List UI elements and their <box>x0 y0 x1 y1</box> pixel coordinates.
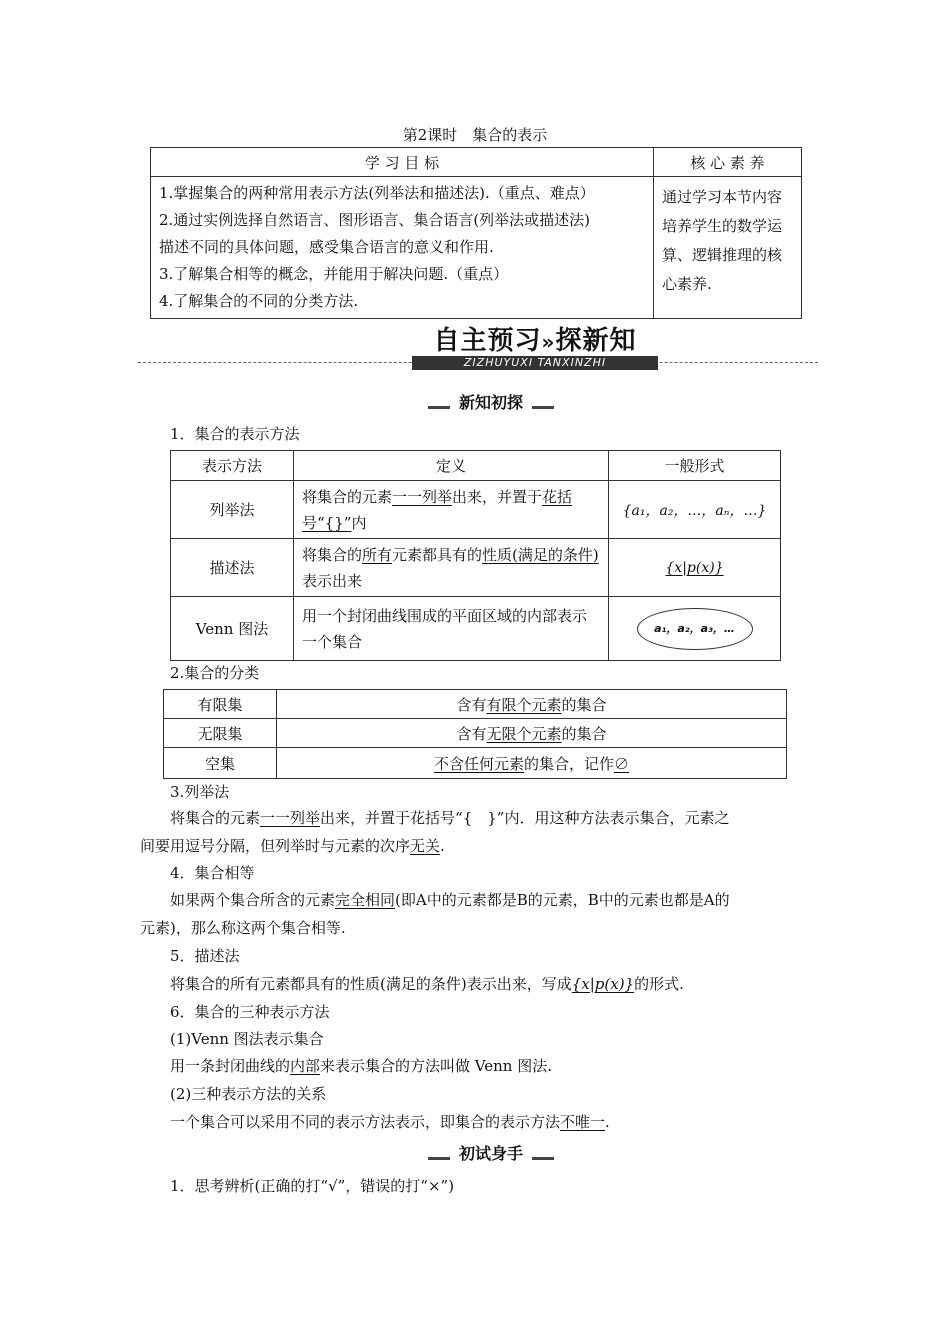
def-underline: 一一列举 <box>392 487 453 506</box>
def-underline: 花括号“{}” <box>302 487 573 532</box>
methods-header: 一般形式 <box>609 451 781 481</box>
para-text: 间要用逗号分隔，但列举时与元素的次序 <box>140 837 411 855</box>
para-underline: 内部 <box>290 1057 321 1075</box>
venn-ellipse <box>637 608 753 650</box>
heading-2: 2.集合的分类 <box>170 664 260 682</box>
table-row <box>171 481 781 539</box>
method-name: 列举法 <box>171 481 294 539</box>
question-1: 1．思考辨析(正确的打“√”，错误的打“×”) <box>170 1177 455 1195</box>
form-underline: {x|p(x)} <box>665 559 724 576</box>
methods-header: 表示方法 <box>171 451 294 481</box>
objectives-table <box>150 147 802 319</box>
para-underline: 一一列举 <box>260 809 321 827</box>
section-try-text: 初试身手 <box>450 1144 532 1164</box>
banner-title-a: 自主预习 <box>433 326 542 356</box>
para-text: 将集合的元素 <box>170 809 261 827</box>
para-underline: {x|p(x)} <box>571 975 635 993</box>
banner-title-b: 探新知 <box>555 326 637 356</box>
table-row <box>164 748 787 779</box>
para-text: . <box>605 1113 610 1131</box>
para-text: 来表示集合的方法叫做 Venn 图法. <box>320 1057 552 1075</box>
s5-title: 5．描述法 <box>170 947 240 965</box>
class-underline: 无限个元素 <box>486 724 562 743</box>
section-new-text: 新知初探 <box>450 393 532 413</box>
method-form: {a₁，a₂，…，aₙ，…} <box>609 481 781 539</box>
table-row <box>171 539 781 597</box>
def-text: 内 <box>351 513 367 532</box>
def-text: 将集合的 <box>302 545 363 564</box>
para-text: 的形式. <box>634 975 684 993</box>
class-name: 空集 <box>164 748 277 779</box>
class-text: 的集合，记作 <box>523 754 614 773</box>
def-text: 元素都具有的 <box>392 545 483 564</box>
goal-line: 3.了解集合相等的概念，并能用于解决问题.（重点） <box>159 265 509 283</box>
method-definition: 用一个封闭曲线围成的平面区域的内部表示一个集合 <box>294 597 609 661</box>
methods-table <box>170 450 781 661</box>
class-underline: ∅ <box>614 754 630 773</box>
s4-para-line <box>170 888 830 912</box>
s4-title: 4．集合相等 <box>170 864 255 882</box>
section-new-label <box>428 393 554 415</box>
para-text: 如果两个集合所含的元素 <box>170 891 336 909</box>
para-text: . <box>440 837 445 855</box>
table-row <box>164 690 787 719</box>
def-text: 出来，并置于 <box>452 487 543 506</box>
lesson-title: 第2课时 集合的表示 <box>402 126 548 144</box>
class-desc <box>277 719 787 748</box>
s3-para-line <box>140 834 820 858</box>
heading-1: 1．集合的表示方法 <box>170 425 300 443</box>
class-text: 的集合 <box>561 695 607 714</box>
s6-line1 <box>170 1054 850 1078</box>
banner-pinyin: ZIZHUYUXI TANXINZHI <box>412 356 658 370</box>
objectives-goals <box>151 177 654 319</box>
para-underline: 完全相同 <box>335 891 396 909</box>
s6-sub2: (2)三种表示方法的关系 <box>170 1085 327 1103</box>
table-row <box>171 597 781 661</box>
def-text: 表示出来 <box>302 571 363 590</box>
method-definition <box>294 539 609 597</box>
class-text: 的集合 <box>561 724 607 743</box>
goal-line: 1.掌握集合的两种常用表示方法(列举法和描述法).（重点、难点） <box>159 184 595 202</box>
objectives-head-left: 学 习 目 标 <box>151 148 654 177</box>
banner <box>412 320 658 370</box>
goal-line: 4.了解集合的不同的分类方法. <box>159 292 359 310</box>
methods-header: 定义 <box>294 451 609 481</box>
method-form <box>609 597 781 661</box>
banner-arrow-icon: » <box>541 330 556 354</box>
s5-para-line <box>170 972 830 996</box>
method-name: Venn 图法 <box>171 597 294 661</box>
s6-line2 <box>170 1110 850 1134</box>
para-underline: 无关 <box>410 837 441 855</box>
para-underline: 不唯一 <box>560 1113 606 1131</box>
table-row <box>164 719 787 748</box>
s6-title: 6．集合的三种表示方法 <box>170 1003 330 1021</box>
objectives-head-right: 核 心 素 养 <box>654 148 802 177</box>
class-desc <box>277 690 787 719</box>
method-definition <box>294 481 609 539</box>
s6-sub1: (1)Venn 图法表示集合 <box>170 1030 324 1048</box>
para-text: 将集合的所有元素都具有的性质(满足的条件)表示出来，写成 <box>170 975 572 993</box>
class-text: 含有 <box>456 724 487 743</box>
para-text: 一个集合可以采用不同的表示方法表示，即集合的表示方法 <box>170 1113 561 1131</box>
method-name: 描述法 <box>171 539 294 597</box>
def-underline: 性质(满足的条件) <box>482 545 599 564</box>
classification-table <box>163 689 787 779</box>
s3-title: 3.列举法 <box>170 783 230 801</box>
class-name: 有限集 <box>164 690 277 719</box>
s3-para-line <box>170 806 830 830</box>
para-text: (即A中的元素都是B的元素，B中的元素也都是A的 <box>395 891 730 909</box>
para-text: 出来，并置于花括号“{ }”内．用这种方法表示集合，元素之 <box>320 809 730 827</box>
method-form <box>609 539 781 597</box>
venn-label: a₁，a₂，a₃，… <box>654 621 735 635</box>
def-underline: 所有 <box>362 545 393 564</box>
section-try-label <box>428 1144 554 1166</box>
para-text: 用一条封闭曲线的 <box>170 1057 291 1075</box>
class-text: 含有 <box>456 695 487 714</box>
class-desc <box>277 748 787 779</box>
class-underline: 有限个元素 <box>486 695 562 714</box>
banner-title <box>412 320 658 357</box>
def-text: 将集合的元素 <box>302 487 393 506</box>
s4-para-line: 元素)，那么称这两个集合相等. <box>140 919 346 937</box>
goal-line: 描述不同的具体问题，感受集合语言的意义和作用. <box>159 238 494 256</box>
objectives-literacy: 通过学习本节内容培养学生的数学运算、逻辑推理的核心素养. <box>654 177 802 319</box>
goal-line: 2.通过实例选择自然语言、图形语言、集合语言(列举法或描述法) <box>159 211 591 229</box>
class-underline: 不含任何元素 <box>433 754 524 773</box>
class-name: 无限集 <box>164 719 277 748</box>
